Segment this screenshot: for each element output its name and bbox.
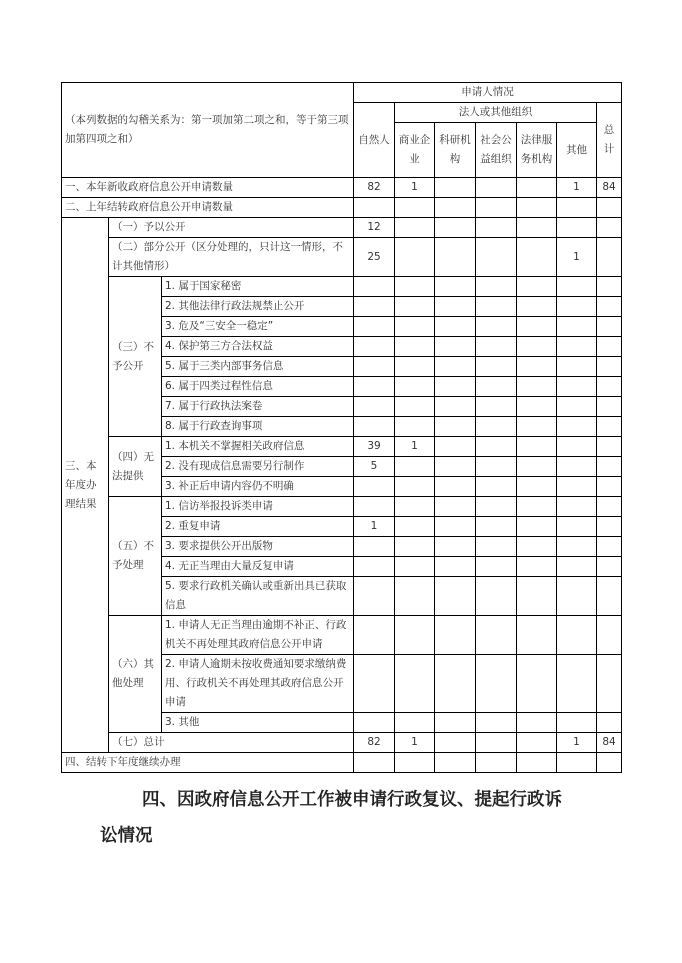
value-cell (435, 655, 476, 713)
value-cell (517, 377, 557, 397)
value-cell (597, 517, 622, 537)
value-cell (476, 655, 517, 713)
value-cell (435, 477, 476, 497)
table-row (62, 497, 622, 517)
value-cell (597, 497, 622, 517)
value-cell (597, 557, 622, 577)
value-cell (476, 417, 517, 437)
value-cell (354, 537, 395, 557)
value-cell (435, 337, 476, 357)
value-cell (354, 497, 395, 517)
value-cell (435, 577, 476, 616)
value-cell (517, 537, 557, 557)
item-label: 2. 重复申请 (162, 517, 354, 537)
value-cell: 1 (395, 733, 435, 753)
value-cell (354, 557, 395, 577)
value-cell (435, 753, 476, 773)
value-cell (435, 317, 476, 337)
value-cell (395, 753, 435, 773)
value-cell (354, 577, 395, 616)
value-cell (476, 497, 517, 517)
section-3-label: 三、本年度办理结果 (62, 218, 109, 753)
value-cell (354, 377, 395, 397)
table-row (62, 218, 622, 238)
value-cell (517, 497, 557, 517)
value-cell (517, 557, 557, 577)
value-cell: 1 (354, 517, 395, 537)
value-cell (354, 753, 395, 773)
header-legal-service: 法律服务机构 (517, 123, 557, 178)
value-cell (517, 238, 557, 277)
value-cell: 25 (354, 238, 395, 277)
value-cell (435, 218, 476, 238)
value-cell (395, 457, 435, 477)
value-cell (435, 537, 476, 557)
item-label: 5. 属于三类内部事务信息 (162, 357, 354, 377)
value-cell (557, 537, 597, 557)
value-cell: 82 (354, 733, 395, 753)
value-cell (476, 537, 517, 557)
item-label: 1. 本机关不掌握相关政府信息 (162, 437, 354, 457)
value-cell (476, 753, 517, 773)
value-cell (476, 178, 517, 198)
value-cell (517, 437, 557, 457)
value-cell (557, 198, 597, 218)
value-cell (476, 557, 517, 577)
value-cell (435, 357, 476, 377)
value-cell: 1 (395, 437, 435, 457)
item-label: 2. 没有现成信息需要另行制作 (162, 457, 354, 477)
value-cell (354, 297, 395, 317)
value-cell (517, 198, 557, 218)
header-public-welfare: 社会公益组织 (476, 123, 517, 178)
value-cell (395, 655, 435, 713)
table-row (62, 198, 622, 218)
value-cell (395, 397, 435, 417)
value-cell (517, 277, 557, 297)
value-cell (476, 477, 517, 497)
value-cell (597, 713, 622, 733)
value-cell (435, 417, 476, 437)
item-label: 2. 申请人逾期未按收费通知要求缴纳费用、行政机关不再处理其政府信息公开申请 (162, 655, 354, 713)
value-cell (435, 733, 476, 753)
value-cell (476, 317, 517, 337)
value-cell: 84 (597, 178, 622, 198)
value-cell (557, 557, 597, 577)
value-cell: 1 (395, 178, 435, 198)
table-row (62, 753, 622, 773)
value-cell (435, 457, 476, 477)
value-cell (354, 655, 395, 713)
value-cell (476, 457, 517, 477)
value-cell (557, 317, 597, 337)
value-cell (354, 337, 395, 357)
value-cell (395, 218, 435, 238)
item-label: 3. 其他 (162, 713, 354, 733)
value-cell (557, 417, 597, 437)
value-cell (517, 317, 557, 337)
value-cell (435, 297, 476, 317)
item-label: 4. 保护第三方合法权益 (162, 337, 354, 357)
value-cell (597, 616, 622, 655)
value-cell (597, 297, 622, 317)
value-cell (597, 655, 622, 713)
value-cell (354, 357, 395, 377)
value-cell (476, 517, 517, 537)
header-natural-person: 自然人 (354, 103, 395, 178)
value-cell (435, 517, 476, 537)
value-cell (517, 397, 557, 417)
value-cell (557, 497, 597, 517)
item-label: 6. 属于四类过程性信息 (162, 377, 354, 397)
value-cell (395, 616, 435, 655)
value-cell (476, 713, 517, 733)
value-cell (395, 317, 435, 337)
value-cell (597, 537, 622, 557)
value-cell (517, 178, 557, 198)
value-cell (597, 397, 622, 417)
value-cell: 39 (354, 437, 395, 457)
value-cell (395, 297, 435, 317)
value-cell (395, 417, 435, 437)
value-cell (557, 577, 597, 616)
value-cell (557, 357, 597, 377)
value-cell (435, 713, 476, 733)
value-cell (476, 616, 517, 655)
value-cell (476, 577, 517, 616)
header-commercial: 商业企业 (395, 123, 435, 178)
row-label: 一、本年新收政府信息公开申请数量 (62, 178, 354, 198)
value-cell (597, 577, 622, 616)
value-cell (597, 417, 622, 437)
row-label: （七）总计 (109, 733, 354, 753)
value-cell (597, 377, 622, 397)
row-label: （一）予以公开 (109, 218, 354, 238)
subcategory-label: （四）无法提供 (109, 437, 162, 497)
header-applicant: 申请人情况 (354, 83, 622, 103)
value-cell (517, 337, 557, 357)
value-cell (395, 377, 435, 397)
value-cell: 1 (557, 733, 597, 753)
value-cell (557, 713, 597, 733)
value-cell (435, 178, 476, 198)
row-label: 二、上年结转政府信息公开申请数量 (62, 198, 354, 218)
value-cell (435, 277, 476, 297)
section-heading (100, 782, 600, 854)
value-cell (517, 577, 557, 616)
table-row (62, 277, 622, 297)
value-cell (435, 198, 476, 218)
value-cell (597, 477, 622, 497)
value-cell (435, 397, 476, 417)
value-cell (557, 616, 597, 655)
value-cell (435, 557, 476, 577)
value-cell (557, 337, 597, 357)
value-cell (476, 437, 517, 457)
value-cell (354, 397, 395, 417)
value-cell (517, 417, 557, 437)
value-cell (354, 616, 395, 655)
value-cell (435, 377, 476, 397)
table-row (62, 178, 622, 198)
value-cell (517, 616, 557, 655)
value-cell (395, 198, 435, 218)
value-cell (597, 238, 622, 277)
value-cell (597, 457, 622, 477)
header-research: 科研机构 (435, 123, 476, 178)
value-cell (517, 457, 557, 477)
value-cell (354, 477, 395, 497)
value-cell: 1 (557, 178, 597, 198)
value-cell (517, 477, 557, 497)
value-cell: 12 (354, 218, 395, 238)
value-cell (597, 437, 622, 457)
value-cell (476, 397, 517, 417)
value-cell (476, 277, 517, 297)
subcategory-label: （三）不予公开 (109, 277, 162, 437)
value-cell (395, 497, 435, 517)
section-heading-line2: 讼情况 (100, 826, 153, 846)
value-cell (517, 357, 557, 377)
value-cell (476, 238, 517, 277)
value-cell (597, 277, 622, 297)
header-other: 其他 (557, 123, 597, 178)
item-label: 3. 危及“三安全一稳定” (162, 317, 354, 337)
row-label: （二）部分公开（区分处理的，只计这一情形，不计其他情形） (109, 238, 354, 277)
value-cell (557, 297, 597, 317)
value-cell (517, 713, 557, 733)
value-cell (597, 218, 622, 238)
value-cell (557, 457, 597, 477)
item-label: 7. 属于行政执法案卷 (162, 397, 354, 417)
value-cell (354, 417, 395, 437)
value-cell (476, 218, 517, 238)
value-cell (354, 198, 395, 218)
item-label: 8. 属于行政查询事项 (162, 417, 354, 437)
value-cell (557, 753, 597, 773)
table-note: （本列数据的勾稽关系为：第一项加第二项之和，等于第三项加第四项之和） (62, 83, 354, 178)
value-cell (557, 517, 597, 537)
value-cell (557, 477, 597, 497)
value-cell: 5 (354, 457, 395, 477)
value-cell (557, 655, 597, 713)
value-cell (435, 616, 476, 655)
item-label: 4. 无正当理由大量反复申请 (162, 557, 354, 577)
subcategory-label: （五）不予处理 (109, 497, 162, 616)
value-cell (597, 317, 622, 337)
value-cell (395, 337, 435, 357)
value-cell (476, 337, 517, 357)
item-label: 5. 要求行政机关确认或重新出具已获取信息 (162, 577, 354, 616)
item-label: 1. 属于国家秘密 (162, 277, 354, 297)
value-cell (395, 238, 435, 277)
value-cell (476, 357, 517, 377)
value-cell: 82 (354, 178, 395, 198)
header-total: 总计 (597, 103, 622, 178)
value-cell (517, 218, 557, 238)
value-cell (395, 557, 435, 577)
value-cell (476, 198, 517, 218)
value-cell (476, 297, 517, 317)
table-row (62, 238, 622, 277)
value-cell (476, 377, 517, 397)
value-cell (517, 297, 557, 317)
value-cell (435, 238, 476, 277)
value-cell (557, 218, 597, 238)
value-cell (435, 497, 476, 517)
value-cell (597, 357, 622, 377)
value-cell (354, 277, 395, 297)
value-cell: 84 (597, 733, 622, 753)
item-label: 1. 信访举报投诉类申请 (162, 497, 354, 517)
item-label: 3. 补正后申请内容仍不明确 (162, 477, 354, 497)
value-cell (354, 317, 395, 337)
value-cell (557, 377, 597, 397)
section-heading-line1: 四、因政府信息公开工作被申请行政复议、提起行政诉 (142, 790, 562, 810)
value-cell (597, 337, 622, 357)
value-cell (395, 713, 435, 733)
value-cell (395, 577, 435, 616)
subcategory-label: （六）其他处理 (109, 616, 162, 733)
item-label: 1. 申请人无正当理由逾期不补正、行政机关不再处理其政府信息公开申请 (162, 616, 354, 655)
table-row (62, 616, 622, 655)
value-cell (395, 357, 435, 377)
value-cell (597, 753, 622, 773)
value-cell (395, 477, 435, 497)
row-label: 四、结转下年度继续办理 (62, 753, 354, 773)
statistics-table (61, 82, 622, 773)
value-cell: 1 (557, 238, 597, 277)
value-cell (476, 733, 517, 753)
table-row (62, 437, 622, 457)
value-cell (517, 517, 557, 537)
value-cell (517, 753, 557, 773)
value-cell (395, 537, 435, 557)
value-cell (517, 733, 557, 753)
table-row (62, 733, 622, 753)
value-cell (517, 655, 557, 713)
value-cell (557, 277, 597, 297)
value-cell (597, 198, 622, 218)
value-cell (354, 713, 395, 733)
value-cell (435, 437, 476, 457)
value-cell (395, 517, 435, 537)
value-cell (395, 277, 435, 297)
item-label: 3. 要求提供公开出版物 (162, 537, 354, 557)
item-label: 2. 其他法律行政法规禁止公开 (162, 297, 354, 317)
header-legal-group: 法人或其他组织 (395, 103, 597, 123)
value-cell (557, 397, 597, 417)
value-cell (557, 437, 597, 457)
